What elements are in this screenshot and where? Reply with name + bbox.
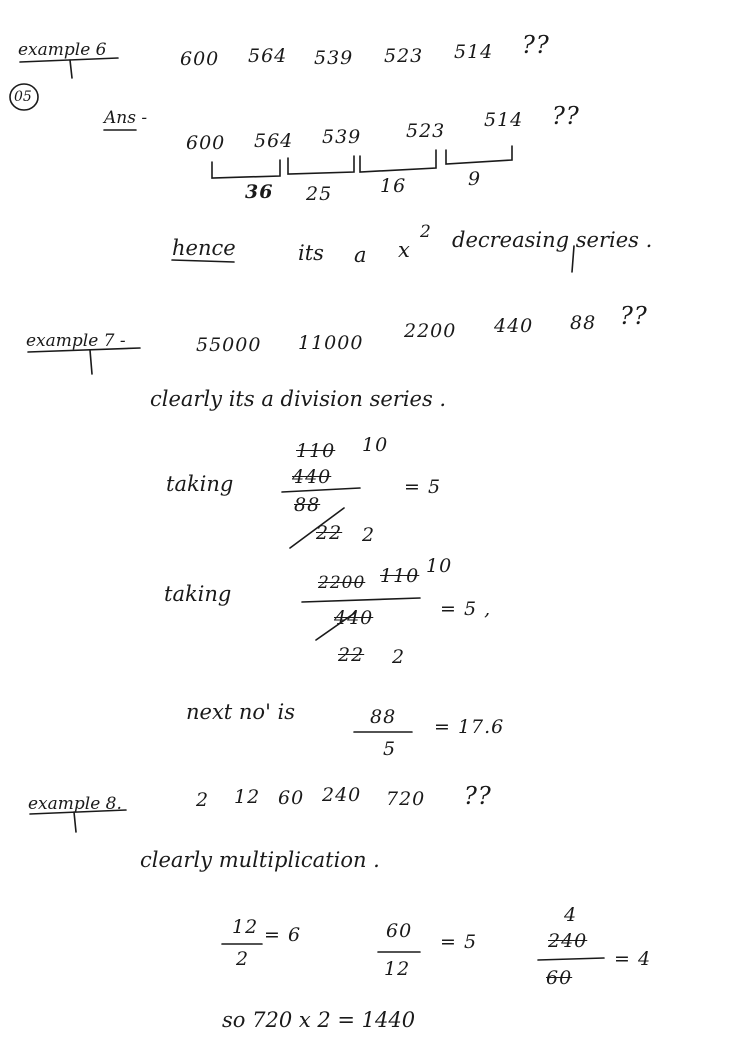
ratio-fraction-bar — [538, 958, 604, 960]
circled-number: 05 — [14, 89, 32, 105]
ex7-series-item: 11000 — [298, 332, 364, 354]
next-result: = 17.6 — [434, 716, 505, 738]
example-6-tick — [70, 60, 72, 78]
hence-word: hence — [172, 236, 236, 260]
calc2-denominator: 440 — [334, 607, 374, 629]
ans-series-item: 600 — [186, 132, 226, 154]
ex6-series-item: 600 — [180, 48, 220, 70]
calc2-numerator-note-2: 10 — [426, 555, 453, 577]
ex6-series-item: ?? — [522, 31, 550, 59]
difference-value: 9 — [468, 168, 482, 190]
ratio-result: = 6 — [264, 924, 302, 946]
calc1-fraction-bar — [282, 488, 360, 492]
next-number-label: next no' is — [186, 700, 296, 724]
ratio-note: 4 — [564, 904, 578, 926]
calc2-result: = 5 , — [440, 598, 492, 620]
ratio-denominator: 12 — [384, 958, 411, 980]
example-7-label: example 7 - — [26, 331, 126, 351]
decreasing-series-text: decreasing series . — [452, 228, 653, 252]
difference-value: 16 — [380, 175, 407, 197]
ex7-series-item: 88 — [570, 312, 597, 334]
multiplication-observation: clearly multiplication . — [140, 848, 380, 872]
example-8-label: example 8. — [28, 794, 122, 814]
exponent: 2 — [420, 222, 431, 242]
calc2-fraction-bar — [302, 598, 420, 602]
calc1-denominator-note: 2 — [362, 524, 376, 546]
difference-bracket — [446, 146, 512, 164]
ans-series-item: 564 — [254, 130, 294, 152]
final-answer: so 720 x 2 = 1440 — [222, 1008, 416, 1032]
its-word: its — [298, 241, 324, 265]
difference-bracket — [288, 156, 354, 174]
ex8-series-item: 240 — [322, 784, 362, 806]
difference-value: 25 — [306, 183, 333, 205]
calc1-top: 110 — [296, 440, 336, 462]
ratio-numerator: 240 — [548, 930, 588, 952]
ratio-result: = 5 — [440, 931, 478, 953]
example-7-tick — [90, 350, 92, 374]
calc2-denominator-2: 22 — [338, 644, 365, 666]
taking-label: taking — [164, 582, 232, 606]
calc1-denominator: 88 — [294, 494, 321, 516]
calc2-denominator-note: 2 — [392, 646, 406, 668]
ex6-series-item: 514 — [454, 41, 494, 63]
calc1-result: = 5 — [404, 476, 442, 498]
difference-value: 36 — [245, 181, 274, 203]
calc1-denominator-2: 22 — [316, 522, 343, 544]
ans-series-item: 523 — [406, 120, 446, 142]
calc1-top-note: 10 — [362, 434, 389, 456]
ratio-numerator: 60 — [386, 920, 413, 942]
ratio-denominator: 2 — [236, 948, 250, 970]
difference-bracket — [360, 150, 436, 172]
ans-series-item: 539 — [322, 126, 362, 148]
ex6-series-item: 564 — [248, 45, 288, 67]
calc1-numerator: 440 — [292, 466, 332, 488]
ex7-series-item: 55000 — [196, 334, 262, 356]
ex8-series-item: 2 — [196, 789, 210, 811]
taking-label: taking — [166, 472, 234, 496]
difference-bracket — [212, 160, 280, 178]
ex7-series-item: 2200 — [404, 320, 457, 342]
ans-label: Ans - — [104, 108, 148, 128]
ex7-series-item: 440 — [494, 315, 534, 337]
x-variable: x — [398, 238, 410, 262]
a-word: a — [354, 243, 367, 267]
ex7-series-item: ?? — [620, 302, 648, 330]
example-6-label: example 6 — [18, 40, 107, 60]
next-numerator: 88 — [370, 706, 397, 728]
ratio-numerator: 12 — [232, 916, 259, 938]
ratio-result: = 4 — [614, 948, 652, 970]
ex6-series-item: 539 — [314, 47, 354, 69]
example-8-tick — [74, 812, 76, 832]
next-denominator: 5 — [383, 738, 397, 760]
ex8-series-item: 12 — [234, 786, 261, 808]
ans-series-item: 514 — [484, 109, 524, 131]
ex8-series-item: ?? — [464, 782, 492, 810]
division-observation: clearly its a division series . — [150, 387, 447, 411]
hence-underline — [172, 260, 234, 262]
ex8-series-item: 60 — [278, 787, 305, 809]
ratio-denominator: 60 — [546, 967, 573, 989]
calc2-numerator-note: 110 — [380, 565, 420, 587]
ans-series-item: ?? — [552, 102, 580, 130]
calc2-numerator: 2200 — [318, 573, 366, 593]
ex8-series-item: 720 — [386, 788, 426, 810]
ex6-series-item: 523 — [384, 45, 424, 67]
